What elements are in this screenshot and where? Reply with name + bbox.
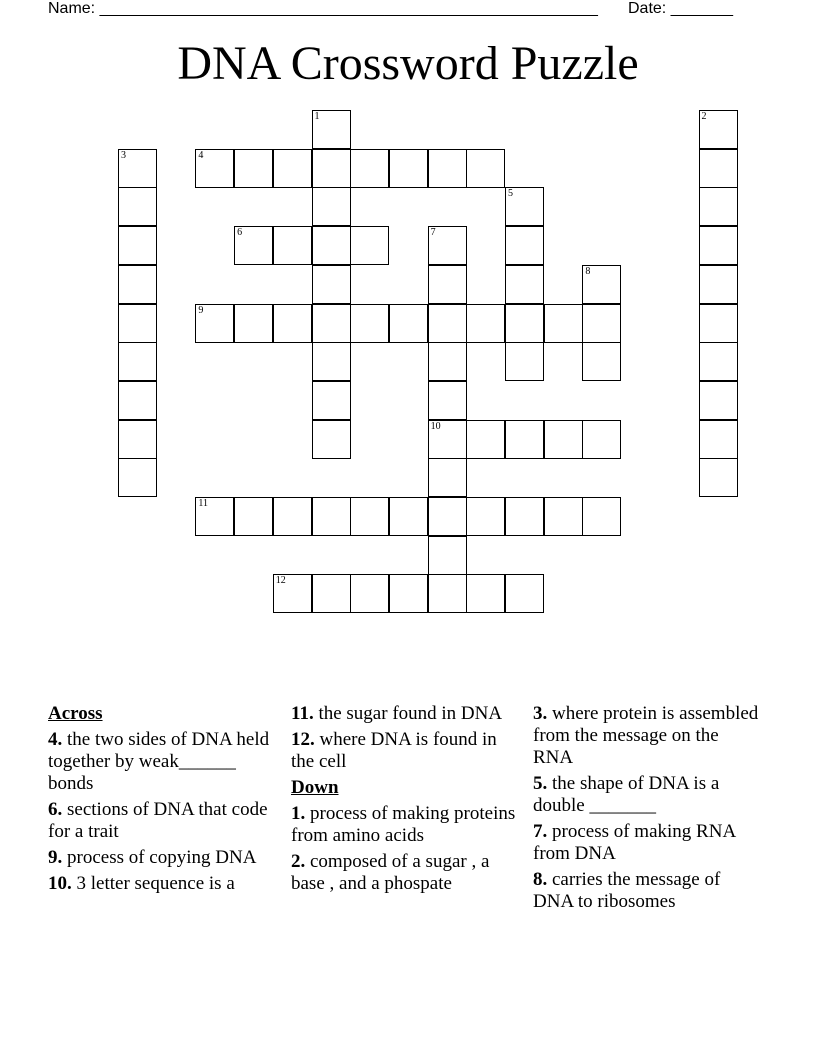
grid-cell[interactable] <box>350 304 389 343</box>
grid-cell[interactable] <box>234 149 273 188</box>
grid-cell[interactable] <box>466 304 505 343</box>
grid-cell[interactable] <box>428 536 467 575</box>
clue-across-9: 9. process of copying DNA <box>48 847 257 868</box>
grid-cell[interactable] <box>234 226 273 265</box>
clue-down-1: 1. process of making proteins from amino acids <box>291 803 516 846</box>
grid-cell[interactable] <box>350 226 389 265</box>
grid-cell[interactable] <box>582 304 621 343</box>
grid-cell[interactable] <box>389 304 428 343</box>
clue-down-3: 3. where protein is assembled from the message on the RNA <box>533 703 759 768</box>
grid-cell[interactable] <box>428 226 467 265</box>
down-heading: Down <box>291 777 339 798</box>
grid-cell[interactable] <box>544 497 583 536</box>
clue-number: 5 <box>508 188 513 200</box>
grid-cell[interactable] <box>544 304 583 343</box>
grid-cell[interactable] <box>312 381 351 420</box>
grid-cell[interactable] <box>428 420 467 459</box>
grid-cell[interactable] <box>582 265 621 304</box>
clue-number: 1 <box>314 111 320 122</box>
grid-cell[interactable] <box>273 149 312 188</box>
across-heading: Across <box>48 703 103 724</box>
clue-down-5: 5. the shape of DNA is a double _______ <box>533 773 720 816</box>
grid-cell[interactable] <box>699 458 738 497</box>
grid-cell[interactable] <box>699 381 738 420</box>
grid-cell[interactable] <box>699 342 738 381</box>
clue-across-4: 4. the two sides of DNA held together by weak______ bonds <box>48 729 270 794</box>
grid-cell[interactable] <box>699 110 738 149</box>
clue-number: 3 <box>121 149 126 161</box>
grid-cell[interactable] <box>118 420 157 459</box>
grid-cell[interactable] <box>505 304 544 343</box>
grid-cell[interactable] <box>312 420 351 459</box>
grid-cell[interactable] <box>428 574 467 613</box>
grid-cell[interactable] <box>312 497 351 536</box>
grid-cell[interactable] <box>505 497 544 536</box>
grid-cell[interactable] <box>428 381 467 420</box>
grid-cell[interactable] <box>466 420 505 459</box>
grid-cell[interactable] <box>118 226 157 265</box>
clue-number: 2 <box>701 111 707 122</box>
grid-cell[interactable] <box>699 304 738 343</box>
grid-cell[interactable] <box>350 149 389 188</box>
date-field-label: Date: _______ <box>628 0 733 17</box>
grid-cell[interactable] <box>505 420 544 459</box>
clue-down-2: 2. composed of a sugar , a base , and a phospate <box>291 851 490 894</box>
clue-number: 9 <box>198 304 204 316</box>
clue-number: 12 <box>275 575 286 587</box>
grid-cell[interactable] <box>699 187 738 226</box>
grid-cell[interactable] <box>428 497 467 536</box>
grid-cell[interactable] <box>544 420 583 459</box>
clue-across-10: 10. 3 letter sequence is a <box>48 873 235 894</box>
grid-cell[interactable] <box>350 497 389 536</box>
grid-cell[interactable] <box>312 187 351 226</box>
grid-cell[interactable] <box>350 574 389 613</box>
clue-across-6: 6. sections of DNA that code for a trait <box>48 799 268 842</box>
clue-column-2 <box>291 703 521 899</box>
grid-cell[interactable] <box>195 304 234 343</box>
grid-cell[interactable] <box>505 574 544 613</box>
grid-cell[interactable] <box>118 458 157 497</box>
grid-cell[interactable] <box>699 149 738 188</box>
clue-across-11: 11. the sugar found in DNA <box>291 703 503 724</box>
grid-cell[interactable] <box>118 342 157 381</box>
clue-column-1 <box>48 703 278 899</box>
grid-cell[interactable] <box>505 226 544 265</box>
grid-cell[interactable] <box>312 304 351 343</box>
grid-cell[interactable] <box>273 304 312 343</box>
clue-down-8: 8. carries the message of DNA to ribosomes <box>533 869 721 912</box>
grid-cell[interactable] <box>118 304 157 343</box>
grid-cell[interactable] <box>273 574 312 613</box>
clue-number: 7 <box>430 227 436 239</box>
grid-cell[interactable] <box>234 497 273 536</box>
grid-cell[interactable] <box>118 149 157 188</box>
name-field-label: Name: ________________________________________________________ <box>48 0 598 17</box>
grid-cell[interactable] <box>466 149 505 188</box>
grid-cell[interactable] <box>118 381 157 420</box>
grid-cell[interactable] <box>389 497 428 536</box>
grid-cell[interactable] <box>466 574 505 613</box>
grid-cell[interactable] <box>195 149 234 188</box>
grid-cell[interactable] <box>582 342 621 381</box>
grid-cell[interactable] <box>312 265 351 304</box>
grid-cell[interactable] <box>505 342 544 381</box>
grid-cell[interactable] <box>195 497 234 536</box>
clue-number: 8 <box>585 265 591 277</box>
grid-cell[interactable] <box>118 265 157 304</box>
grid-cell[interactable] <box>428 265 467 304</box>
clue-number: 10 <box>430 420 441 432</box>
grid-cell[interactable] <box>312 574 351 613</box>
grid-cell[interactable] <box>428 304 467 343</box>
grid-cell[interactable] <box>505 265 544 304</box>
grid-cell[interactable] <box>505 187 544 226</box>
grid-cell[interactable] <box>389 149 428 188</box>
grid-cell[interactable] <box>699 420 738 459</box>
clue-number: 11 <box>198 498 209 509</box>
grid-cell[interactable] <box>234 304 273 343</box>
grid-cell[interactable] <box>699 226 738 265</box>
clue-across-12: 12. where DNA is found in the cell <box>291 729 497 772</box>
clue-down-7: 7. process of making RNA from DNA <box>533 821 736 864</box>
grid-cell[interactable] <box>466 497 505 536</box>
clue-number: 6 <box>237 227 243 239</box>
grid-cell[interactable] <box>389 574 428 613</box>
grid-cell[interactable] <box>273 226 312 265</box>
grid-cell[interactable] <box>582 497 621 536</box>
page-title: DNA Crossword Puzzle <box>177 37 639 90</box>
grid-cell[interactable] <box>428 342 467 381</box>
grid-cell[interactable] <box>273 497 312 536</box>
grid-cell[interactable] <box>428 149 467 188</box>
grid-cell[interactable] <box>582 420 621 459</box>
grid-cell[interactable] <box>312 110 351 149</box>
grid-cell[interactable] <box>312 226 351 265</box>
grid-cell[interactable] <box>118 187 157 226</box>
grid-cell[interactable] <box>312 149 351 188</box>
grid-cell[interactable] <box>312 342 351 381</box>
grid-cell[interactable] <box>699 265 738 304</box>
clue-column-3 <box>533 703 763 917</box>
clue-number: 4 <box>198 149 204 161</box>
grid-cell[interactable] <box>428 458 467 497</box>
